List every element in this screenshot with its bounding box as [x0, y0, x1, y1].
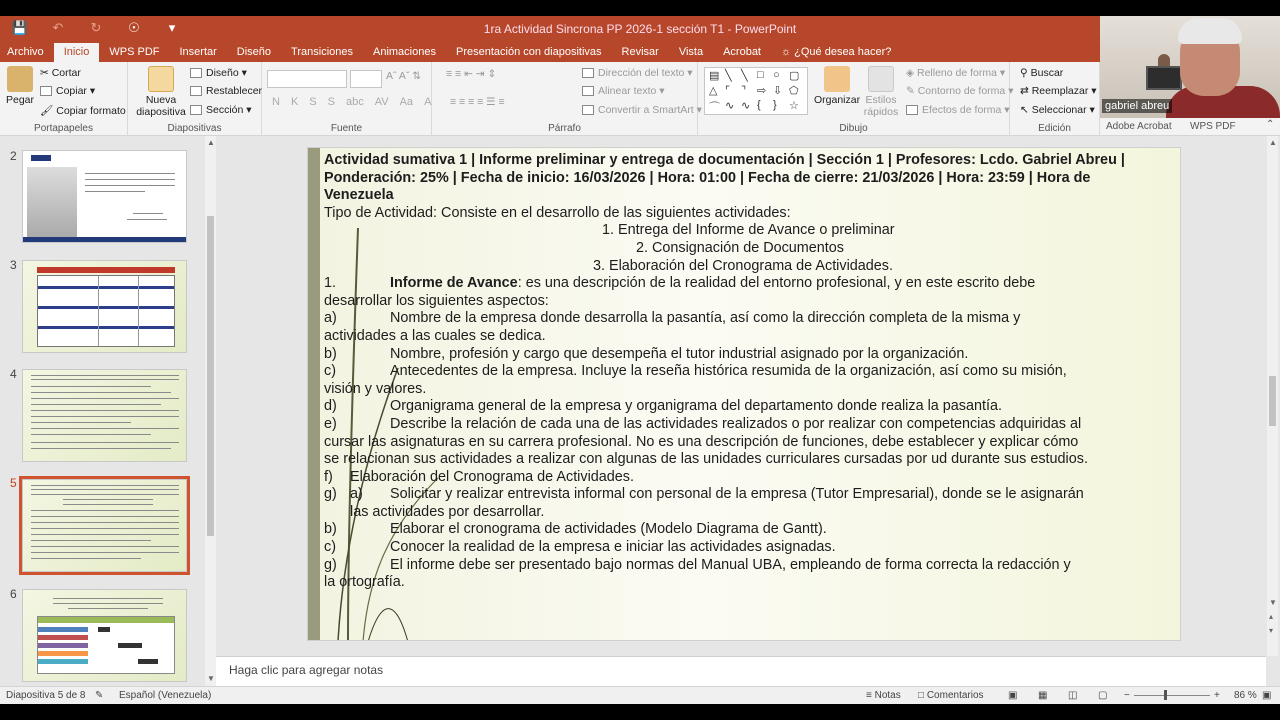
wps-pdf-label: WPS PDF [1190, 121, 1236, 132]
normal-view-icon[interactable]: ▣ [1008, 690, 1018, 701]
undo-icon[interactable]: ↶ [52, 20, 64, 35]
scrollbar-thumb[interactable] [207, 216, 214, 536]
copy-button[interactable]: Copiar ▾ [40, 85, 95, 97]
thumb-text [53, 598, 163, 599]
item-b-text: Nombre, profesión y cargo que desempeña el tutor industrial asignado por la organización. [390, 345, 969, 362]
webcam-name-label: gabriel abreu [1102, 99, 1172, 113]
item-label-b2: b) [324, 521, 337, 538]
pentagon-shape-icon[interactable]: ⬠ [789, 85, 799, 97]
tab-insertar[interactable]: Insertar [179, 46, 217, 58]
triangle-shape-icon[interactable]: △ [709, 85, 718, 97]
thumb-text [31, 434, 151, 435]
item-f-text: Elaboración del Cronograma de Actividades. [350, 468, 634, 485]
copy-label: Copiar [56, 85, 87, 97]
search-icon: ⚲ [1020, 67, 1031, 79]
brush-icon: 🖌 [40, 105, 57, 117]
thumb-text [31, 552, 179, 553]
slide-thumbnail-5[interactable] [22, 479, 187, 572]
strikethrough-button[interactable]: abc [345, 96, 364, 108]
thumb-text [85, 179, 175, 180]
scissors-icon: ✂ [40, 67, 52, 79]
oval-shape-icon[interactable]: ○ [773, 69, 780, 81]
align-text-icon [582, 86, 594, 96]
slide-thumbnail-4[interactable] [22, 369, 187, 462]
slide-counter: Diapositiva 5 de 8 [6, 690, 86, 701]
webcam-person-hair [1178, 18, 1242, 44]
touch-mode-icon[interactable]: ☉ [128, 20, 140, 35]
text-direction-icon [582, 68, 594, 78]
arrow-down-shape-icon[interactable]: ⇩ [773, 85, 783, 97]
rounded-rect-shape-icon[interactable]: ▢ [789, 70, 800, 82]
item-label-g2: g) [324, 556, 337, 573]
italic-button[interactable]: K [290, 96, 299, 108]
cursor-icon: ↖ [1020, 104, 1032, 116]
thumbnail-number: 6 [10, 587, 17, 601]
zoom-slider-thumb[interactable] [1164, 690, 1167, 700]
copy-icon [40, 86, 52, 96]
save-icon[interactable]: 💾 [11, 20, 29, 35]
thumb-gantt-bar [138, 659, 158, 664]
replace-button[interactable]: ⇄ Reemplazar ▾ [1020, 85, 1097, 97]
extra-ribbon-labels [1100, 121, 1280, 135]
thumb-gantt-bar [118, 643, 142, 648]
thumb-text [85, 173, 175, 174]
thumb-text [31, 522, 179, 523]
thumb-text [31, 398, 179, 399]
thumb-col [138, 276, 139, 346]
item-b2-text: Elaborar el cronograma de actividades (Modelo Diagrama de Gantt). [390, 521, 827, 538]
item-label-f: f) [324, 468, 333, 485]
reset-icon [190, 86, 202, 96]
activity-item-1: 1. Entrega del Informe de Avance o preliminar [602, 222, 895, 239]
find-label: Buscar [1030, 67, 1064, 79]
group-label: Dibujo [839, 123, 868, 134]
slide-sorter-icon[interactable]: ▦ [1038, 690, 1048, 701]
shapes-gallery[interactable] [704, 67, 808, 115]
scroll-up-icon[interactable]: ▲ [207, 138, 215, 147]
shadow-button[interactable]: S [327, 96, 335, 108]
item-g-text-2: las actividades por desarrollar. [350, 503, 545, 520]
replace-icon: ⇄ [1020, 85, 1032, 97]
group-portapapeles [0, 62, 128, 136]
cut-label: Cortar [51, 67, 81, 79]
reset-label: Restablecer [206, 85, 263, 97]
shape-effects-button[interactable]: Efectos de forma ▾ [906, 104, 1010, 116]
font-grow-shrink[interactable]: Aˆ Aˇ ⇅ [386, 70, 422, 82]
webcam-overlay [1100, 16, 1280, 118]
new-slide-icon [148, 66, 174, 92]
thumb-text [63, 499, 153, 500]
group-fuente [262, 62, 432, 136]
text-direction-label: Dirección del texto [598, 67, 685, 79]
thumb-text [31, 546, 179, 547]
reading-view-icon[interactable]: ◫ [1068, 690, 1078, 701]
thumb-text [133, 213, 163, 214]
previous-slide-icon[interactable]: ▴ [1269, 612, 1274, 621]
thumb-row [38, 306, 174, 309]
item-c-text-2: visión y valores. [324, 380, 427, 397]
arrange-icon [824, 66, 850, 92]
item-label-g-a: a) [350, 486, 363, 503]
thumb-text [31, 442, 179, 443]
slide-title-line-3: Venezuela [324, 187, 394, 204]
tab-archivo[interactable]: Archivo [7, 46, 44, 58]
item-c-text: Antecedentes de la empresa. Incluye la reseña histórica resumida de la organización, así como su misión, [390, 363, 1067, 380]
shape-effects-icon [906, 105, 918, 115]
thumb-gantt-bar [38, 627, 88, 632]
item-g-text: Solicitar y realizar entrevista informal con personal de la empresa (Tutor Empresarial), donde se le asignarán [390, 486, 1084, 503]
thumb-gantt-bar [38, 659, 88, 664]
zoom-in-icon[interactable]: + [1214, 690, 1220, 701]
thumb-gantt-bar [98, 627, 110, 632]
thumb-row [38, 326, 174, 329]
underline-button[interactable]: S [309, 96, 317, 108]
scroll-down-icon[interactable]: ▼ [1269, 598, 1277, 607]
zoom-out-icon[interactable]: − [1124, 690, 1130, 701]
item-label-e: e) [324, 415, 337, 432]
thumb-table [37, 275, 175, 347]
slide-title-line-1: Actividad sumativa 1 | Informe preliminar y entrega de documentación | Sección 1 | Profesores: Lcdo. Gabriel Abreu | [324, 152, 1125, 168]
shape-fill-button[interactable]: ◈ Relleno de forma ▾ [906, 67, 1006, 79]
ribbon-tabs [0, 42, 1100, 62]
item-g2-text: El informe debe ser presentado bajo normas del Manual UBA, empleando de forma correcta la redacción y [390, 556, 1071, 573]
section-label: Sección [206, 104, 244, 116]
spellcheck-icon[interactable]: ✎ [95, 690, 104, 701]
quick-styles-icon [868, 66, 894, 92]
paint-bucket-icon: ◈ [906, 67, 917, 79]
language-indicator[interactable]: Español (Venezuela) [119, 690, 212, 701]
cut-button[interactable] [40, 67, 81, 79]
thumb-gantt-bar [38, 643, 88, 648]
ribbon [0, 62, 1280, 136]
thumb-text [31, 485, 179, 486]
thumb-text [31, 534, 179, 535]
point-1-title: Informe de Avance [390, 275, 518, 292]
font-color-button[interactable]: A [424, 96, 432, 108]
section-button[interactable]: Sección ▾ [190, 104, 252, 116]
thumb-text [31, 404, 161, 405]
smartart-button[interactable]: Convertir a SmartArt ▾ [582, 104, 702, 116]
collapse-ribbon-icon[interactable]: ⌃ [1266, 119, 1275, 130]
thumb-text [31, 422, 131, 423]
thumb-gantt [37, 616, 175, 674]
slide-body-text[interactable] [324, 152, 1176, 592]
font-size-input[interactable] [350, 70, 382, 88]
align-text-button[interactable]: Alinear texto ▾ [582, 85, 665, 97]
item-c2-text: Conocer la realidad de la empresa e iniciar las actividades asignadas. [390, 539, 836, 556]
thumb-text [31, 516, 179, 517]
thumbnail-number: 5 [10, 476, 17, 490]
tab-vista[interactable]: Vista [678, 46, 704, 58]
paste-label: Pegar [5, 94, 35, 106]
shape-outline-button[interactable]: ✎ Contorno de forma ▾ [906, 85, 1014, 97]
slide-thumbnail-2[interactable] [22, 150, 187, 243]
thumb-text [31, 379, 179, 380]
thumb-gantt-bar [38, 635, 88, 640]
group-label: Portapapeles [34, 123, 93, 134]
align-buttons[interactable]: ≡ ≡ ≡ ≡ ☰ ≡ [450, 96, 505, 108]
next-slide-icon[interactable]: ▾ [1269, 626, 1274, 635]
format-painter-label: Copiar formato [56, 105, 126, 117]
elbow-shape-icon[interactable]: ⌝ [741, 85, 747, 97]
paste-button[interactable] [4, 66, 36, 106]
thumb-text [68, 608, 148, 609]
thumb-text [31, 448, 171, 449]
zoom-slider[interactable] [1134, 695, 1210, 696]
case-button[interactable]: Aa [399, 96, 414, 108]
title-bar [0, 16, 1100, 42]
tab-transiciones[interactable]: Transiciones [291, 46, 353, 58]
reset-button[interactable] [190, 85, 262, 97]
group-label: Edición [1038, 123, 1071, 134]
tab-acrobat[interactable]: Acrobat [723, 46, 761, 58]
layout-label: Diseño [206, 67, 239, 79]
group-edicion [1010, 62, 1100, 136]
thumb-table-header [37, 267, 175, 273]
thumb-text [31, 375, 179, 376]
shape-fill-label: Relleno de forma [917, 67, 997, 79]
pen-icon: ✎ [906, 85, 918, 97]
thumb-text [31, 428, 179, 429]
thumbnail-number: 4 [10, 367, 17, 381]
thumb-gantt-bar [38, 651, 88, 656]
notes-button[interactable] [866, 690, 901, 701]
activity-item-2: 2. Consignación de Documentos [636, 239, 844, 256]
brace-right-shape-icon[interactable]: } [773, 99, 777, 111]
activity-item-3: 3. Elaboración del Cronograma de Actividades. [593, 257, 893, 274]
comments-button[interactable] [918, 690, 984, 701]
new-slide-label: Nueva [145, 94, 177, 106]
thumb-text [31, 510, 179, 511]
thumbnails-scrollbar[interactable] [205, 136, 216, 686]
thumb-text [31, 410, 179, 411]
point-1-text: : es una descripción de la realidad del entorno profesional, y en este escrito debe [517, 275, 1036, 292]
tell-me-search[interactable] [771, 46, 901, 62]
group-label: Diapositivas [167, 123, 222, 134]
group-label: Fuente [330, 123, 363, 134]
zoom-level[interactable]: 86 % [1234, 690, 1257, 701]
freeform-shape-icon[interactable]: ∿ [741, 100, 751, 112]
select-label: Seleccionar [1031, 104, 1087, 116]
item-label-a: a) [324, 310, 337, 327]
find-button[interactable] [1020, 67, 1063, 79]
list-buttons[interactable]: ≡ ≡ ⇤ ⇥ ⇕ [446, 68, 497, 80]
thumb-text [31, 416, 179, 417]
activity-type-text: Tipo de Actividad: Consiste en el desarrollo de las siguientes actividades: [324, 204, 791, 221]
brace-left-shape-icon[interactable]: { [757, 99, 761, 111]
thumb-text [31, 558, 141, 559]
thumbnail-number: 2 [10, 149, 17, 163]
rectangle-shape-icon[interactable]: □ [757, 69, 764, 81]
group-diapositivas [128, 62, 262, 136]
thumb-text [31, 540, 151, 541]
item-label-g: g) [324, 486, 337, 503]
thumb-text [31, 494, 179, 495]
slide-thumbnail-6[interactable] [22, 589, 187, 682]
layout-button[interactable]: Diseño ▾ [190, 67, 247, 79]
thumb-text [31, 528, 179, 529]
smartart-icon [582, 105, 594, 115]
item-label-d: d) [324, 398, 337, 415]
tab-presentacion[interactable]: Presentación con diapositivas [455, 46, 602, 58]
lightbulb-icon: ☼ [781, 46, 795, 58]
tab-wps-pdf[interactable]: WPS PDF [109, 46, 160, 58]
fit-slide-icon[interactable]: ▣ [1262, 690, 1272, 701]
thumb-text [31, 489, 179, 490]
shape-effects-label: Efectos de forma [922, 104, 1002, 116]
bold-button[interactable]: N [272, 96, 280, 108]
tab-inicio[interactable]: Inicio [54, 43, 100, 62]
align-text-label: Alinear texto [598, 85, 657, 97]
notes-placeholder: Haga clic para agregar notas [229, 663, 384, 677]
main-area [0, 136, 1280, 686]
line-shape-icon[interactable]: ╲ [725, 70, 732, 82]
slideshow-icon[interactable]: ▢ [1098, 690, 1108, 701]
thumb-text [85, 191, 145, 192]
notes-pane[interactable] [216, 656, 1266, 686]
tab-animaciones[interactable]: Animaciones [373, 46, 436, 58]
paste-icon [7, 66, 33, 92]
star-shape-icon[interactable]: ☆ [789, 100, 799, 112]
quick-styles-label: Estilos [865, 94, 897, 106]
slide-title-line-2: Ponderación: 25% | Fecha de inicio: 16/03/2026 | Hora: 01:00 | Fecha de cierre: 21/03/2026 | Hora: 23:59 | Hora de [324, 169, 1091, 186]
item-label-c: c) [324, 363, 336, 380]
thumb-text [53, 603, 163, 604]
textbox-shape-icon[interactable]: ▤ [709, 70, 720, 82]
arc-shape-icon[interactable]: ⌒ [709, 102, 720, 114]
slide-thumbnail-3[interactable] [22, 260, 187, 353]
point-1-number: 1. [324, 275, 337, 292]
notes-label: Notas [874, 690, 901, 701]
tell-me-label: ¿Qué desea hacer? [794, 46, 892, 58]
window-title: 1ra Actividad Sincrona PP 2026-1 sección T1 - PowerPoint [483, 22, 797, 36]
item-label-c2: c) [324, 539, 336, 556]
format-painter-button[interactable] [40, 104, 126, 117]
arrow-right-shape-icon[interactable]: ⇨ [757, 85, 767, 97]
building-image [27, 167, 77, 237]
curve-shape-icon[interactable]: ∿ [725, 100, 735, 112]
connector-shape-icon[interactable]: ⌜ [725, 85, 731, 97]
thumb-text [31, 392, 171, 393]
smartart-label: Convertir a SmartArt [598, 104, 694, 116]
item-e-text: Describe la relación de cada una de las actividades realizados o por realizar con competencias adquiridas al [390, 415, 1082, 432]
thumbnail-number: 3 [10, 258, 17, 272]
comments-label: Comentarios [926, 690, 984, 701]
item-d-text: Organigrama general de la empresa y organigrama del departamento donde realiza la pasantía. [390, 398, 1002, 415]
thumb-row [38, 286, 174, 289]
adobe-acrobat-label: Adobe Acrobat [1106, 121, 1172, 132]
scroll-up-icon[interactable]: ▲ [1269, 138, 1277, 147]
replace-label: Reemplazar [1031, 85, 1089, 97]
thumb-text [63, 504, 153, 505]
uba-logo [31, 155, 51, 161]
thumb-col [98, 276, 99, 346]
thumb-text [85, 185, 175, 186]
quick-styles-button[interactable] [862, 66, 900, 118]
redo-icon[interactable]: ↻ [90, 20, 102, 35]
item-a-text-2: actividades a las cuales se dedica. [324, 327, 546, 344]
font-format-buttons [272, 96, 431, 108]
slide-thumbnails-pane [0, 136, 203, 686]
scrollbar-thumb[interactable] [1269, 376, 1276, 426]
group-parrafo [432, 62, 702, 136]
item-e-text-2: cursar las asignaturas en su carrera profesional. No es una descripción de funciones, debe establecer y explicar cómo [324, 433, 1079, 450]
arrange-button[interactable] [814, 66, 860, 106]
spacing-button[interactable]: AV [374, 96, 389, 108]
arrange-label: Organizar [814, 94, 861, 106]
item-e-text-3: se relacionan sus actividades a realizar con algunas de las unidades curriculares cursadas por ud durante sus estudios. [324, 451, 1088, 468]
new-slide-label-2: diapositiva [136, 106, 186, 118]
tab-revisar[interactable]: Revisar [621, 46, 659, 58]
quick-styles-label-2: rápidos [863, 106, 899, 118]
customize-icon[interactable]: ▾ [168, 20, 176, 35]
tab-diseno[interactable]: Diseño [236, 46, 272, 58]
webcam-monitor [1146, 66, 1182, 90]
new-slide-button[interactable] [132, 66, 190, 118]
layout-icon [190, 68, 202, 78]
font-family-input[interactable] [267, 70, 347, 88]
comment-icon: □ [918, 690, 927, 701]
thumb-footer-bar [23, 237, 187, 242]
line2-shape-icon[interactable]: ╲ [741, 70, 748, 82]
notes-icon: ≡ [866, 690, 875, 701]
text-direction-button[interactable]: Dirección del texto ▾ [582, 67, 693, 79]
slide-scrollbar[interactable] [1267, 136, 1278, 656]
group-label: Párrafo [548, 123, 581, 134]
status-bar [0, 686, 1280, 704]
slide-canvas[interactable] [307, 147, 1181, 641]
section-icon [190, 105, 202, 115]
item-g2-text-2: la ortografía. [324, 574, 405, 591]
shape-outline-label: Contorno de forma [917, 85, 1006, 97]
thumb-text [127, 219, 167, 220]
thumb-text [31, 386, 151, 387]
point-1-text-2: desarrollar los siguientes aspectos: [324, 292, 549, 309]
thumb-gantt-header [38, 617, 174, 623]
select-button[interactable]: ↖ Seleccionar ▾ [1020, 104, 1095, 116]
scroll-down-icon[interactable]: ▼ [207, 674, 215, 683]
item-label-b: b) [324, 345, 337, 362]
item-a-text: Nombre de la empresa donde desarrolla la pasantía, así como la dirección completa de la misma y [390, 310, 1021, 327]
